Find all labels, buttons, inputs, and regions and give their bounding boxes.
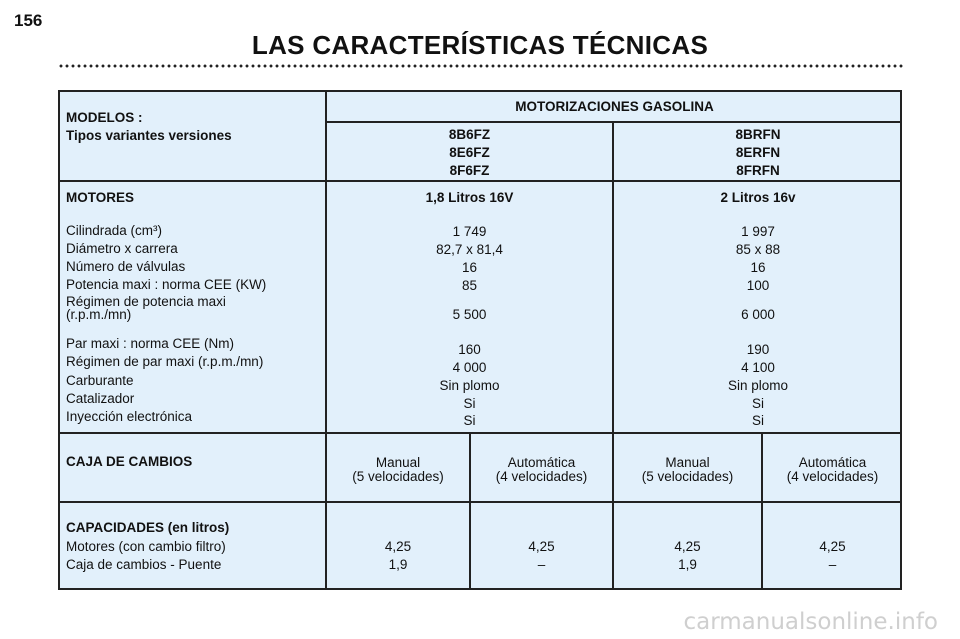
spec-label: Potencia maxi : norma CEE (KW)	[66, 277, 267, 292]
engine1-code: 8F6FZ	[449, 163, 490, 178]
spec-label: Régimen de potencia maxi	[66, 294, 226, 309]
engine2-code: 8FRFN	[736, 163, 780, 178]
engine1-value: Sin plomo	[439, 378, 500, 393]
gearbox-speeds: (4 velocidades)	[786, 469, 879, 484]
capacity-label: Caja de cambios - Puente	[66, 557, 222, 572]
group-title: MOTORIZACIONES GASOLINA	[515, 99, 714, 114]
engine2-code: 8ERFN	[735, 145, 781, 160]
engine1-name: 1,8 Litros 16V	[425, 190, 514, 205]
capacity-label: Motores (con cambio filtro)	[66, 539, 226, 554]
engine2-name: 2 Litros 16v	[720, 190, 796, 205]
capacity-value: 4,25	[528, 539, 555, 554]
engine1-value: 1 749	[452, 224, 487, 239]
engine1-value: 160	[458, 342, 481, 357]
divider	[60, 432, 902, 434]
motores-heading: MOTORES	[66, 190, 135, 205]
capacities-heading: CAPACIDADES (en litros)	[66, 520, 230, 535]
capacity-value: 4,25	[384, 539, 412, 554]
gearbox-type: Manual	[375, 455, 421, 470]
engine1-value: 82,7 x 81,4	[436, 242, 503, 257]
spec-label: Inyección electrónica	[66, 409, 193, 424]
watermark: carmanualsonline.info	[683, 609, 938, 635]
gearbox-type: Manual	[665, 455, 710, 470]
capacity-value: 1,9	[678, 557, 697, 572]
spec-label: Diámetro x carrera	[66, 241, 178, 256]
engine2-value: 190	[746, 342, 770, 357]
variants-label: Tipos variantes versiones	[66, 128, 232, 143]
engine2-value: 100	[746, 278, 770, 293]
capacity-value: 4,25	[819, 539, 846, 554]
gearbox-speeds: (5 velocidades)	[641, 469, 734, 484]
page-number: 156	[14, 11, 43, 30]
engine2-value: 16	[750, 260, 766, 275]
engine2-value: 4 100	[741, 360, 775, 375]
engine1-value: 16	[461, 260, 478, 275]
divider	[60, 501, 902, 503]
models-label: MODELOS :	[66, 110, 143, 125]
engine1-value: Si	[463, 413, 476, 428]
gearbox-type: Automática	[798, 455, 867, 470]
spec-label: Catalizador	[66, 391, 135, 406]
divider	[60, 180, 902, 182]
page-title: LAS CARACTERÍSTICAS TÉCNICAS	[251, 30, 709, 60]
dotted-divider	[58, 64, 904, 68]
engine1-code: 8B6FZ	[448, 127, 491, 142]
engine2-value: 6 000	[741, 307, 775, 322]
gearbox-type: Automática	[507, 455, 576, 470]
capacity-value: –	[537, 557, 546, 572]
spec-label: (r.p.m./mn)	[66, 307, 132, 322]
spec-table	[58, 90, 902, 590]
engine1-code: 8E6FZ	[449, 145, 490, 160]
engine2-code: 8BRFN	[735, 127, 781, 142]
spec-label: Carburante	[66, 373, 134, 388]
engine2-value: Sin plomo	[727, 378, 789, 393]
engine2-value: Si	[751, 396, 764, 411]
spec-label: Cilindrada (cm³)	[66, 223, 163, 238]
capacity-value: 1,9	[388, 557, 408, 572]
spec-label: Régimen de par maxi (r.p.m./mn)	[66, 354, 264, 369]
engine2-value: 85 x 88	[735, 242, 781, 257]
engine1-value: Si	[463, 396, 476, 411]
gearbox-speeds: (5 velocidades)	[352, 469, 444, 484]
capacity-value: 4,25	[674, 539, 701, 554]
gearbox-heading: CAJA DE CAMBIOS	[66, 454, 193, 469]
engine2-value: 1 997	[741, 224, 775, 239]
spec-label: Par maxi : norma CEE (Nm)	[66, 336, 235, 351]
engine1-value: 4 000	[452, 360, 487, 375]
engine1-value: 5 500	[452, 307, 487, 322]
spec-label: Número de válvulas	[66, 259, 186, 274]
gearbox-speeds: (4 velocidades)	[495, 469, 588, 484]
engine2-value: Si	[751, 413, 764, 428]
capacity-value: –	[828, 557, 837, 572]
engine1-value: 85	[461, 278, 478, 293]
